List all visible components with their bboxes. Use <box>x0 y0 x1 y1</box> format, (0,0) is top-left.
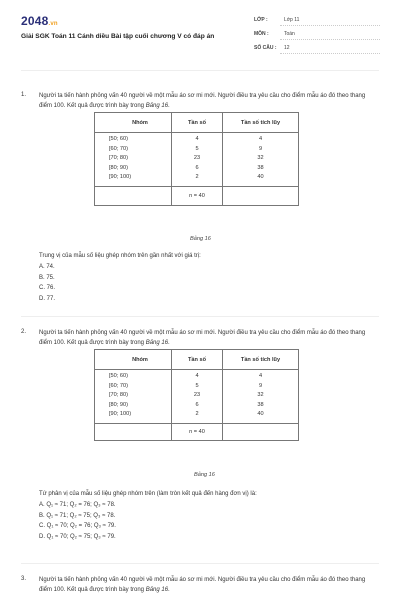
header-group: Nhóm <box>95 113 172 133</box>
option-c[interactable]: C. Q₁ ≈ 70; Q₂ = 76; Q₃ ≈ 79. <box>39 523 116 529</box>
meta-divider <box>280 25 380 26</box>
header-cumulative: Tần số tích lũy <box>223 350 299 370</box>
group-cell <box>95 133 172 187</box>
frequency-cell <box>172 133 223 187</box>
group-value: [50; 60) <box>109 373 128 379</box>
meta-key: MÔN : <box>254 31 269 37</box>
group-cell <box>95 370 172 424</box>
cumulative-value: 32 <box>257 155 264 161</box>
header-frequency: Tần số <box>172 113 223 133</box>
frequency-value: 2 <box>195 174 199 180</box>
frequency-value: 23 <box>193 392 201 398</box>
question-divider <box>21 316 379 317</box>
table-total-row <box>95 423 299 440</box>
cumulative-value: 9 <box>258 382 263 389</box>
cumulative-value: 40 <box>257 411 264 417</box>
header-divider <box>21 70 379 71</box>
header-group: Nhóm <box>95 350 172 370</box>
cumulative-value: 32 <box>257 392 264 398</box>
cumulative-value: 38 <box>257 164 264 171</box>
frequency-value: 4 <box>195 136 199 142</box>
group-value: [60; 70) <box>109 382 128 389</box>
total-cell: n = 40 <box>172 423 223 440</box>
empty-cell <box>95 423 172 440</box>
answer-options <box>39 500 116 542</box>
table-reference: Bảng 16 <box>145 339 169 346</box>
empty-cell <box>223 186 299 205</box>
cumulative-value: 4 <box>258 373 263 379</box>
frequency-value: 23 <box>193 155 201 161</box>
option-b[interactable]: B. 75. <box>39 274 55 281</box>
table-row <box>95 133 299 187</box>
intro-text: Người ta tiến hành phỏng vấn 40 người về một mẫu áo sơ mi mới. Người điều tra yêu cầu cho điểm mẫu áo đó theo thang điểm 100. Kết quả được trình bày trong <box>39 93 366 109</box>
cumulative-value: 40 <box>257 174 264 180</box>
meta-divider <box>280 53 380 54</box>
table-header-row <box>95 113 299 133</box>
question-number: 3. <box>21 576 27 582</box>
table-header-row <box>95 350 299 370</box>
question-prompt: Trung vị của mẫu số liệu ghép nhóm trên gần nhất với giá trị: <box>39 253 201 259</box>
logo-suffix: .vn <box>48 21 58 27</box>
intro-text: Người ta tiến hành phỏng vấn 40 người về một mẫu áo sơ mi mới. Người điều tra yêu cầu cho điểm mẫu áo đó theo thang điểm 100. Kết quả được trình bày trong <box>39 577 366 593</box>
frequency-value: 6 <box>195 164 199 171</box>
meta-key: SỐ CÂU : <box>254 45 277 51</box>
logo-text: 2048 <box>21 14 49 28</box>
frequency-cell <box>172 370 223 424</box>
table-reference: Bảng 16 <box>145 102 169 109</box>
option-a[interactable]: A. Q₁ ≈ 71; Q₂ = 76; Q₃ ≈ 78. <box>39 502 116 508</box>
group-value: [80; 90) <box>109 164 128 171</box>
page-header <box>0 0 400 60</box>
cumulative-value: 38 <box>257 401 264 408</box>
cumulative-value: 4 <box>258 136 263 142</box>
meta-value: Toán <box>284 31 295 37</box>
question-number: 2. <box>21 329 27 335</box>
question-intro: Người ta tiến hành phỏng vấn 40 người về một mẫu áo sơ mi mới. Người điều tra yêu cầu cho điểm mẫu áo đó theo thang điểm 100. Kết quả được trình bày trong Bảng 16. <box>39 93 366 109</box>
cumulative-cell <box>223 133 299 187</box>
group-value: [60; 70) <box>109 145 128 152</box>
table-caption: Bảng 16 <box>190 236 211 242</box>
table-total-row <box>95 186 299 205</box>
question-intro: Người ta tiến hành phỏng vấn 40 người về một mẫu áo sơ mi mới. Người điều tra yêu cầu cho điểm mẫu áo đó theo thang điểm 100. Kết quả được trình bày trong Bảng 16. <box>39 330 366 346</box>
table-reference: Bảng 16 <box>145 586 169 593</box>
answer-options <box>39 262 55 304</box>
group-value: [70; 80) <box>109 155 128 161</box>
question-number: 1. <box>21 92 27 98</box>
frequency-value: 5 <box>195 382 199 389</box>
intro-text: Người ta tiến hành phỏng vấn 40 người về một mẫu áo sơ mi mới. Người điều tra yêu cầu cho điểm mẫu áo đó theo thang điểm 100. Kết quả được trình bày trong <box>39 330 366 346</box>
table-caption: Bảng 16 <box>194 472 215 478</box>
option-d[interactable]: D. 77. <box>39 295 56 302</box>
cumulative-value: 9 <box>258 145 263 152</box>
option-c[interactable]: C. 76. <box>39 285 56 291</box>
group-value: [80; 90) <box>109 401 128 408</box>
question-prompt: Tứ phân vị của mẫu số liệu ghép nhóm trên (làm tròn kết quả đến hàng đơn vị) là: <box>39 491 257 497</box>
empty-cell <box>95 186 172 205</box>
option-a[interactable]: A. 74. <box>39 264 55 270</box>
group-value: [70; 80) <box>109 392 128 398</box>
empty-cell <box>223 423 299 440</box>
question-divider <box>21 563 379 564</box>
option-d[interactable]: D. Q₁ ≈ 70; Q₂ ≈ 75; Q₃ ≈ 79. <box>39 533 116 540</box>
group-value: [50; 60) <box>109 136 128 142</box>
total-cell: n = 40 <box>172 186 223 205</box>
group-value: [90; 100) <box>109 411 132 417</box>
group-value: [90; 100) <box>109 174 132 180</box>
table-row <box>95 370 299 424</box>
frequency-table <box>94 112 299 206</box>
frequency-value: 6 <box>195 401 199 408</box>
document-title: Giải SGK Toán 11 Cánh diều Bài tập cuối chương V có đáp án <box>21 33 215 40</box>
meta-key: LỚP : <box>254 17 268 23</box>
question-intro: Người ta tiến hành phỏng vấn 40 người về một mẫu áo sơ mi mới. Người điều tra yêu cầu cho điểm mẫu áo đó theo thang điểm 100. Kết quả được trình bày trong Bảng 16. <box>39 577 366 593</box>
frequency-value: 2 <box>195 411 199 417</box>
header-frequency: Tần số <box>172 350 223 370</box>
meta-divider <box>280 39 380 40</box>
option-b[interactable]: B. Q₁ ≈ 71; Q₂ ≈ 75; Q₃ ≈ 78. <box>39 512 116 519</box>
frequency-value: 5 <box>195 145 199 152</box>
frequency-value: 4 <box>195 373 199 379</box>
cumulative-cell <box>223 370 299 424</box>
meta-value: Lớp 11 <box>284 17 300 23</box>
meta-value: 12 <box>284 45 290 51</box>
header-cumulative: Tần số tích lũy <box>223 113 299 133</box>
site-logo[interactable] <box>21 14 58 28</box>
frequency-table <box>94 349 299 441</box>
